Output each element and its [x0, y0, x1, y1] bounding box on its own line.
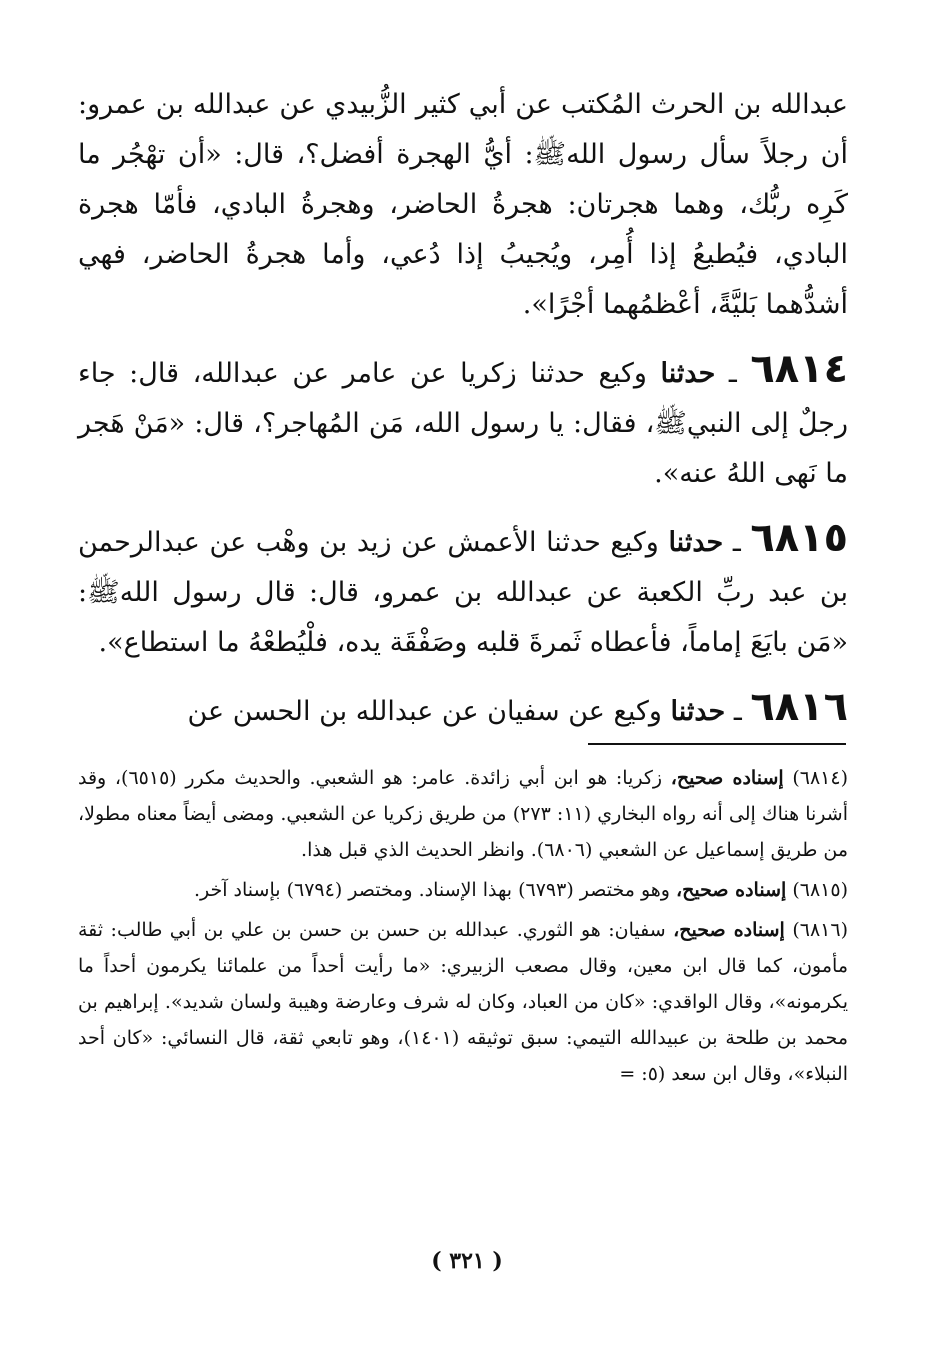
- footnote-6815: [78, 872, 848, 908]
- footnote-6816: [78, 912, 848, 1092]
- footnotes: [78, 760, 848, 1096]
- hadith-6815: ٦٨١٥ ـ حدثنا وكيع حدثنا الأعمش عن زيد بن وهْب عن عبدالرحمن بن عبد ربِّ الكعبة عن عبدالله بن عمرو، قال: قال رسول اللهﷺ: «مَن بايَعَ إماماً، فأعطاه ثَمرةَ قلبه وصَفْقَة يده، فلْيُطعْهُ ما استطاع».: [78, 515, 848, 658]
- hadith-text: وكيع حدثنا زكريا عن عامر عن عبدالله، قال: جاء رجلٌ إلى النبيﷺ، فقال: يا رسول الله، مَن المُهاجر؟، قال: «مَنْ هَجر ما نَهى اللهُ عنه».: [78, 358, 848, 489]
- footnote-ref: (٦٨١٦): [792, 919, 848, 941]
- footnote-label: إسناده صحيح،: [673, 919, 785, 941]
- footnote-label: إسناده صحيح،: [670, 767, 784, 789]
- hadith-number: ٦٨١٤: [750, 346, 848, 392]
- footnote-text: سفيان: هو الثوري. عبدالله بن حسن بن حسن بن علي بن أبي طالب: ثقة مأمون، كما قال ابن معين، وقال مصعب الزبيري: «ما رأيت أحداً من علمائنا يكرمون أحداً ما يكرمونه»، وقال الواقدي: «كان من العباد، وكان له شرف وعارضة وهيبة ولسان شديد». إبراهيم بن محمد بن طلحة بن عبيدالله التيمي: سبق توثيقه (١٤٠١)، وهو تابعي ثقة، قال النسائي: «كان أحد النبلاء»، وقال ابن سعد (٥: =: [78, 919, 848, 1085]
- hadith-opening: حدثنا: [668, 527, 724, 558]
- hadith-text: وكيع حدثنا الأعمش عن زيد بن وهْب عن عبدالرحمن بن عبد ربِّ الكعبة عن عبدالله بن عمرو، قال: قال رسول اللهﷺ: «مَن بايَعَ إماماً، فأعطاه ثَمرةَ قلبه وصَفْقَة يده، فلْيُطعْهُ ما استطاع».: [78, 527, 848, 658]
- page-number: ( ٣٢١ ): [431, 1248, 503, 1274]
- hadith-number: ٦٨١٦: [750, 684, 848, 730]
- footnote-text: زكريا: هو ابن أبي زائدة. عامر: هو الشعبي. والحديث مكرر (٦٥١٥)، وقد أشرنا هناك إلى أنه رواه البخاري (١١: ٢٧٣) من طريق زكريا عن الشعبي. ومضى أيضاً معناه مطولا، من طريق إسماعيل عن الشعبي (٦٨٠٦). وانظر الحديث الذي قبل هذا.: [78, 767, 848, 861]
- main-text: [78, 80, 848, 751]
- intro-paragraph: عبدالله بن الحرث المُكتب عن أبي كثير الزُّبيدي عن عبدالله بن عمرو: أن رجلاً سأل رسول اللهﷺ: أيُّ الهجرة أفضل؟، قال: «أن تهْجُر ما كَرِه ربُّك، وهما هجرتان: هجرةُ الحاضر، وهجرةُ البادي، فأمّا هجرة البادي، فيُطيعُ إذا أُمِر، ويُجيبُ إذا دُعي، وأما هجرةُ الحاضر، فهي أشدُّهما بَليَّةً، أعْظمُهما أجْرًا».: [78, 89, 848, 320]
- hadith-opening: حدثنا: [660, 358, 716, 389]
- footnote-ref: (٦٨١٥): [792, 879, 848, 901]
- hadith-opening: حدثنا: [670, 696, 726, 727]
- hadith-text: وكيع عن سفيان عن عبدالله بن الحسن عن: [187, 696, 662, 727]
- hadith-6814: ٦٨١٤ ـ حدثنا وكيع حدثنا زكريا عن عامر عن عبدالله، قال: جاء رجلٌ إلى النبيﷺ، فقال: يا رسول الله، مَن المُهاجر؟، قال: «مَنْ هَجر ما نَهى اللهُ عنه».: [78, 346, 848, 489]
- footnote-6814: [78, 760, 848, 868]
- footnote-text: وهو مختصر (٦٧٩٣) بهذا الإسناد. ومختصر (٦٧٩٤) بإسناد آخر.: [193, 879, 670, 901]
- hadith-number: ٦٨١٥: [750, 515, 848, 561]
- footnote-ref: (٦٨١٤): [792, 767, 848, 789]
- footnote-divider: [588, 743, 846, 745]
- footnote-label: إسناده صحيح،: [676, 879, 787, 901]
- hadith-6816: ٦٨١٦ ـ حدثنا وكيع عن سفيان عن عبدالله بن الحسن عن: [187, 684, 848, 730]
